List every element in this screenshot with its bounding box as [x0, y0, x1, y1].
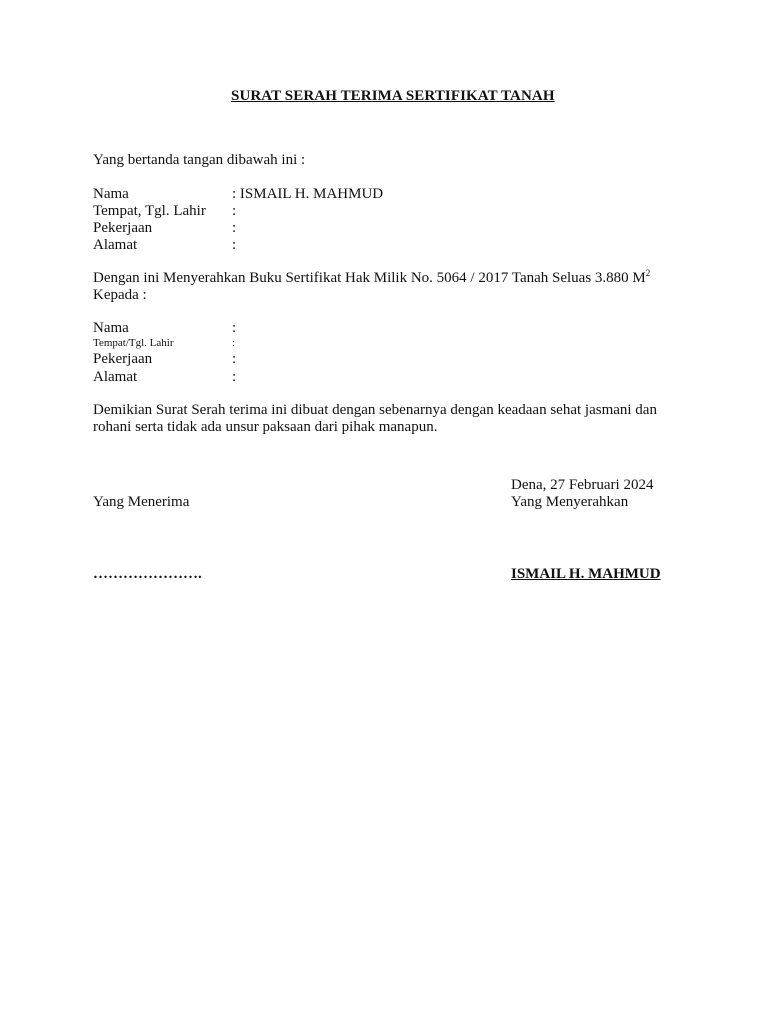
place-date: Dena, 27 Februari 2024 [511, 477, 654, 493]
party2-birth-value: : [232, 337, 236, 349]
party1-birth-label: Tempat, Tgl. Lahir [93, 203, 206, 219]
party2-name-label: Nama [93, 320, 129, 336]
party2-job-label: Pekerjaan [93, 351, 153, 367]
document-title: SURAT SERAH TERIMA SERTIFIKAT TANAH [231, 88, 555, 104]
giver-label: Yang Menyerahkan [511, 494, 629, 510]
giver-signature-name: ISMAIL H. MAHMUD [511, 566, 661, 582]
statement-superscript: 2 [645, 268, 651, 278]
party2-job-value: : [232, 351, 237, 367]
receiver-label: Yang Menerima [93, 494, 190, 510]
party1-job-value: : [232, 220, 237, 236]
party1-address-label: Alamat [93, 237, 138, 253]
receiver-signature-line: …………………. [93, 566, 202, 582]
party1-address-value: : [232, 237, 237, 253]
intro-text: Yang bertanda tangan dibawah ini : [93, 152, 306, 168]
party1-name-value: : ISMAIL H. MAHMUD [232, 186, 384, 202]
party1-name-label: Nama [93, 186, 129, 202]
closing-line-1: Demikian Surat Serah terima ini dibuat dengan sebenarnya dengan keadaan sehat jasmani dan [93, 402, 657, 418]
statement-text [93, 270, 650, 287]
statement-main: Dengan ini Menyerahkan Buku Sertifikat Hak Milik No. 5064 / 2017 Tanah Seluas 3.880 M [93, 270, 646, 286]
party1-job-label: Pekerjaan [93, 220, 153, 236]
statement-to: Kepada : [93, 287, 147, 303]
party2-name-value: : [232, 320, 237, 336]
party2-address-label: Alamat [93, 369, 138, 385]
closing-line-2: rohani serta tidak ada unsur paksaan dari pihak manapun. [93, 419, 438, 435]
party2-address-value: : [232, 369, 237, 385]
party1-birth-value: : [232, 203, 237, 219]
party2-birth-label: Tempat/Tgl. Lahir [93, 337, 174, 349]
